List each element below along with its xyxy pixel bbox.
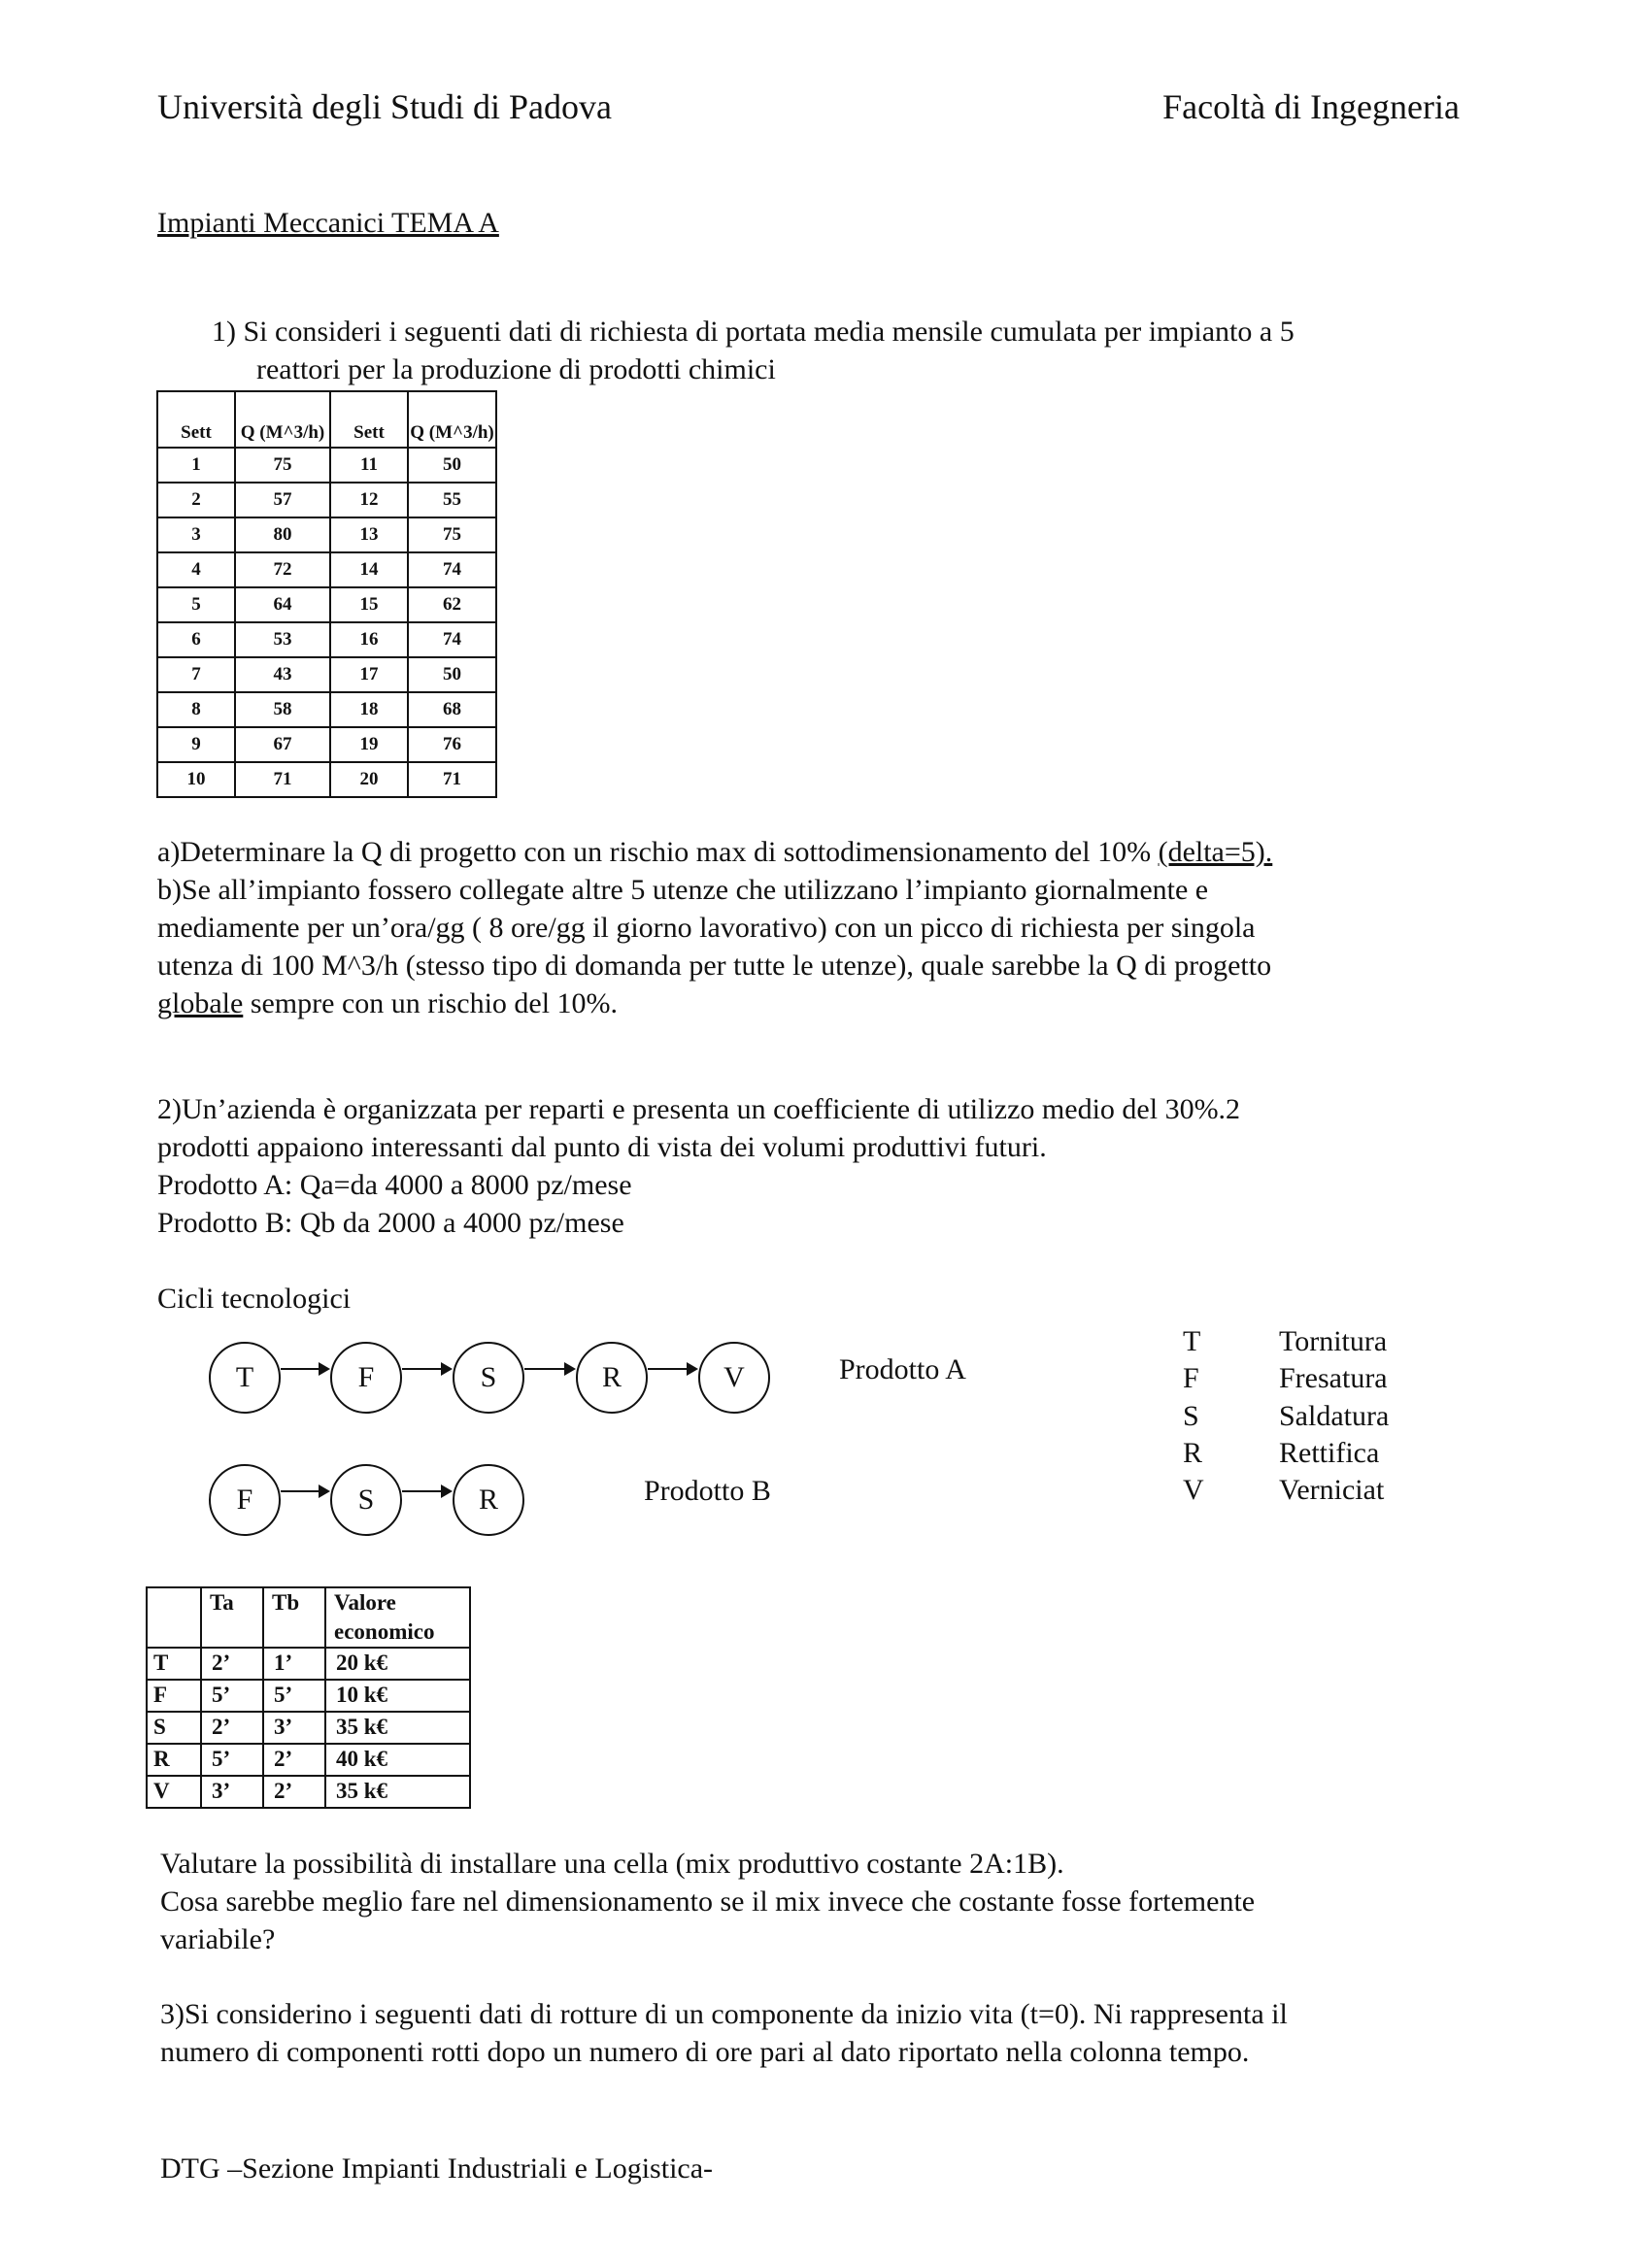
q1-part-b-line	[157, 989, 618, 1018]
table-cell: V	[147, 1776, 201, 1808]
operation-node: R	[576, 1342, 648, 1414]
header-sett: Sett	[330, 391, 408, 448]
table-cell: 10	[157, 762, 235, 797]
table-cell: 11	[330, 448, 408, 483]
table-cell: 2’	[201, 1712, 263, 1744]
q2-line: prodotti appaiono interessanti dal punto di vista dei volumi produttivi futuri.	[157, 1131, 1047, 1163]
table-cell: 2’	[263, 1744, 325, 1776]
legend-name: Fresatura	[1279, 1362, 1388, 1395]
table-cell: 1	[157, 448, 235, 483]
header-tb: Tb	[263, 1587, 325, 1648]
operation-node: V	[698, 1342, 770, 1414]
table-cell: 71	[408, 762, 496, 797]
table-row	[157, 552, 496, 587]
q1-part-b-line: b)Se all’impianto fossero collegate altre 5 utenze che utilizzano l’impianto giornalmente e	[157, 874, 1209, 906]
table-cell: 8	[157, 692, 235, 727]
table-cell: 75	[235, 448, 330, 483]
footer: DTG –Sezione Impianti Industriali e Logistica-	[160, 2152, 714, 2185]
q2-line: Prodotto B: Qb da 2000 a 4000 pz/mese	[157, 1207, 624, 1239]
q3-line: 3)Si considerino i seguenti dati di rotture di un componente da inizio vita (t=0). Ni rappresenta il	[160, 1998, 1288, 2030]
part-b-rest: sempre con un rischio del 10%.	[243, 987, 619, 1019]
legend-code: T	[1183, 1325, 1201, 1357]
table-cell: 16	[330, 622, 408, 657]
arrow-icon	[281, 1490, 328, 1492]
q1-part-b-line: utenza di 100 M^3/h (stesso tipo di domanda per tutte le utenze), quale sarebbe la Q di progetto	[157, 950, 1272, 982]
table-cell: 9	[157, 727, 235, 762]
legend-code: R	[1183, 1436, 1203, 1469]
table-row	[157, 762, 496, 797]
header-q: Q (M^3/h)	[408, 391, 496, 448]
table-cell: 74	[408, 622, 496, 657]
table-cell: 74	[408, 552, 496, 587]
table-cell: 4	[157, 552, 235, 587]
table-row	[157, 448, 496, 483]
table-cell: 2	[157, 483, 235, 517]
header-sett: Sett	[157, 391, 235, 448]
legend-name: Saldatura	[1279, 1399, 1390, 1432]
table-cell: 35 k€	[325, 1712, 470, 1744]
table-cell: 17	[330, 657, 408, 692]
exam-title: Impianti Meccanici TEMA A	[157, 207, 499, 239]
q2-line: 2)Un’azienda è organizzata per reparti e presenta un coefficiente di utilizzo medio del 30%.2	[157, 1093, 1241, 1125]
operation-node: R	[453, 1464, 524, 1536]
table-cell: 10 k€	[325, 1680, 470, 1712]
product-a-label: Prodotto A	[839, 1353, 966, 1385]
arrow-icon	[524, 1368, 574, 1370]
table-cell: 64	[235, 587, 330, 622]
part-a-text: a)Determinare la Q di progetto con un rischio max di sottodimensionamento del 10%	[157, 836, 1159, 868]
part-a-delta: (delta=5).	[1158, 836, 1273, 868]
table-row	[147, 1776, 470, 1808]
table-cell: 35 k€	[325, 1776, 470, 1808]
table-cell: 55	[408, 483, 496, 517]
table-cell: 3’	[263, 1712, 325, 1744]
operation-node: S	[330, 1464, 402, 1536]
table-cell: 57	[235, 483, 330, 517]
university-name: Università degli Studi di Padova	[157, 87, 612, 126]
table-cell: 72	[235, 552, 330, 587]
table-row	[157, 692, 496, 727]
header-valore: Valore economico	[325, 1587, 470, 1648]
q1-line2: reattori per la produzione di prodotti chimici	[256, 353, 776, 385]
operation-node: T	[209, 1342, 281, 1414]
q3-line: numero di componenti rotti dopo un numero di ore pari al dato riportato nella colonna tempo.	[160, 2036, 1250, 2068]
table-cell: 50	[408, 657, 496, 692]
table-cell: 5	[157, 587, 235, 622]
table-cell: S	[147, 1712, 201, 1744]
table-row	[147, 1680, 470, 1712]
table-cell: 20 k€	[325, 1648, 470, 1680]
table-cell: 14	[330, 552, 408, 587]
header-empty	[147, 1587, 201, 1648]
table-cell: 5’	[201, 1680, 263, 1712]
table-cell: 3	[157, 517, 235, 552]
operation-node: S	[453, 1342, 524, 1414]
legend-code: V	[1183, 1474, 1204, 1507]
q1-part-b-line: mediamente per un’ora/gg ( 8 ore/gg il giorno lavorativo) con un picco di richiesta per singola	[157, 912, 1256, 944]
table-cell: 6	[157, 622, 235, 657]
table-cell: 2’	[201, 1648, 263, 1680]
product-b-label: Prodotto B	[644, 1475, 771, 1507]
legend-code: S	[1183, 1399, 1199, 1432]
q2-after-line: Valutare la possibilità di installare una cella (mix produttivo costante 2A:1B).	[160, 1848, 1064, 1880]
table-cell: 62	[408, 587, 496, 622]
table-row	[157, 517, 496, 552]
faculty-name: Facoltà di Ingegneria	[1162, 87, 1460, 126]
table-cell: 50	[408, 448, 496, 483]
table-cell: 5’	[263, 1680, 325, 1712]
table-row	[157, 727, 496, 762]
table-row	[157, 587, 496, 622]
table-cell: 43	[235, 657, 330, 692]
legend-code: F	[1183, 1362, 1199, 1395]
operations-table	[146, 1586, 471, 1809]
table-cell: 20	[330, 762, 408, 797]
table-cell: 12	[330, 483, 408, 517]
table-cell: 71	[235, 762, 330, 797]
q1-part-a	[157, 838, 1272, 867]
table-cell: 5’	[201, 1744, 263, 1776]
table-row	[157, 622, 496, 657]
table-cell: 67	[235, 727, 330, 762]
q2-line: Prodotto A: Qa=da 4000 a 8000 pz/mese	[157, 1169, 632, 1201]
table-row	[147, 1712, 470, 1744]
table-cell: 3’	[201, 1776, 263, 1808]
arrow-icon	[281, 1368, 328, 1370]
header-q: Q (M^3/h)	[235, 391, 330, 448]
legend-name: Verniciat	[1279, 1474, 1385, 1507]
table-cell: 19	[330, 727, 408, 762]
cycles-label: Cicli tecnologici	[157, 1283, 352, 1315]
table-cell: 58	[235, 692, 330, 727]
legend-name: Tornitura	[1279, 1325, 1388, 1357]
table-cell: 1’	[263, 1648, 325, 1680]
table-cell: 18	[330, 692, 408, 727]
table-cell: 80	[235, 517, 330, 552]
table-row	[147, 1648, 470, 1680]
table-cell: 2’	[263, 1776, 325, 1808]
table-cell: T	[147, 1648, 201, 1680]
table-cell: 13	[330, 517, 408, 552]
globale-word: globale	[157, 987, 244, 1019]
arrow-icon	[648, 1368, 696, 1370]
table-cell: R	[147, 1744, 201, 1776]
legend-name: Rettifica	[1279, 1436, 1380, 1469]
table-cell: 53	[235, 622, 330, 657]
table-row	[157, 483, 496, 517]
arrow-icon	[402, 1490, 451, 1492]
table-cell: 76	[408, 727, 496, 762]
operation-node: F	[209, 1464, 281, 1536]
header-ta: Ta	[201, 1587, 263, 1648]
q2-after-line: variabile?	[160, 1923, 276, 1955]
table-cell: 15	[330, 587, 408, 622]
table-cell: 75	[408, 517, 496, 552]
table-cell: F	[147, 1680, 201, 1712]
table-row	[157, 657, 496, 692]
q2-after-line: Cosa sarebbe meglio fare nel dimensionamento se il mix invece che costante fosse fortemente	[160, 1885, 1256, 1918]
operation-node: F	[330, 1342, 402, 1414]
table-cell: 68	[408, 692, 496, 727]
table-cell: 40 k€	[325, 1744, 470, 1776]
table-row	[147, 1744, 470, 1776]
table-cell: 7	[157, 657, 235, 692]
q1-line1: 1) Si consideri i seguenti dati di richiesta di portata media mensile cumulata per impianto a 5	[212, 316, 1295, 348]
arrow-icon	[402, 1368, 451, 1370]
demand-table	[156, 390, 497, 798]
